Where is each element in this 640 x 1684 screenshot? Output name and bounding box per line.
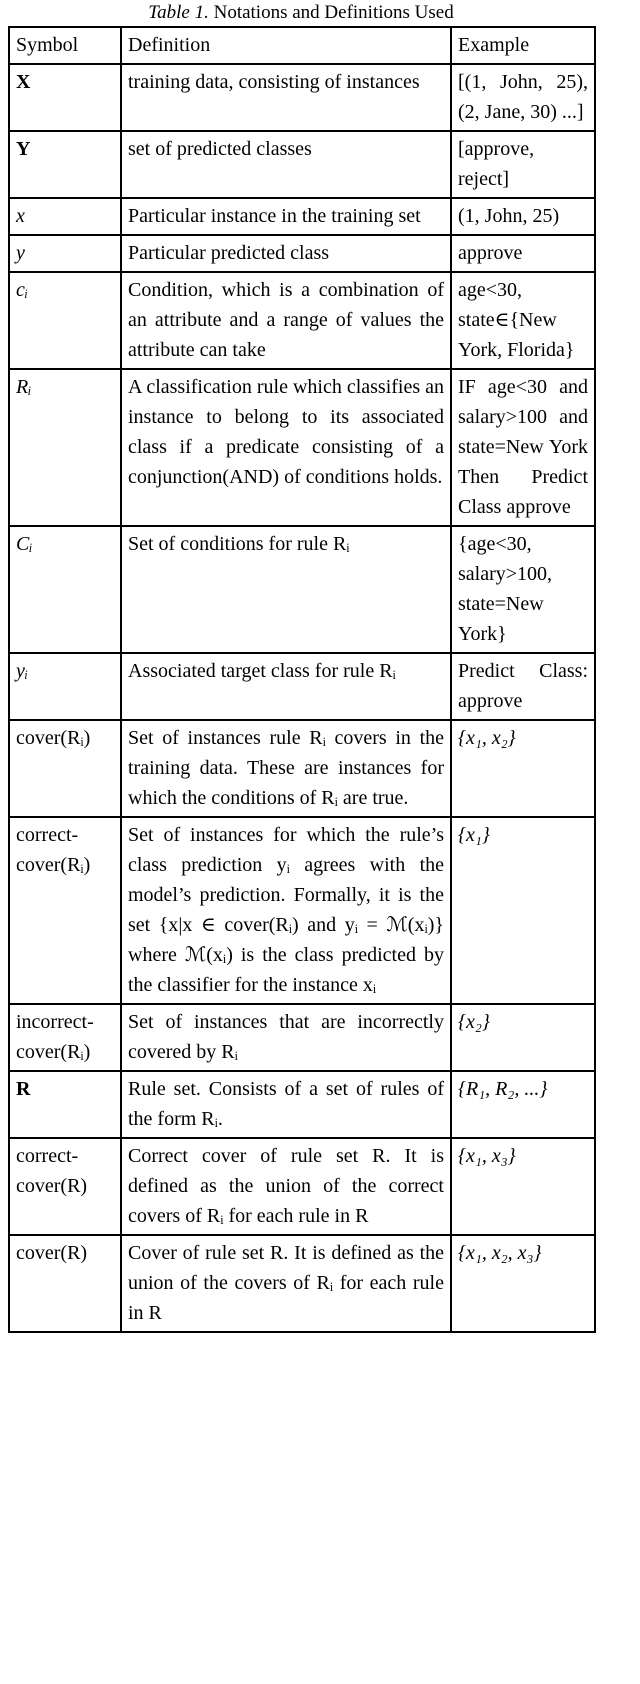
definition-cell: Set of instances rule Rᵢ covers in the training data. These are instances for which the conditions of Rᵢ are true. bbox=[121, 720, 451, 817]
table-caption bbox=[8, 2, 594, 24]
table-row bbox=[9, 1235, 595, 1332]
header-cell-symbol: Symbol bbox=[9, 27, 121, 64]
symbol-cell: y bbox=[9, 235, 121, 272]
symbol-cell: cover(Rᵢ) bbox=[9, 720, 121, 817]
symbol-cell: cover(R) bbox=[9, 1235, 121, 1332]
example-cell: {x₁, x₂, x₃} bbox=[451, 1235, 595, 1332]
symbol-cell: correct-cover(R) bbox=[9, 1138, 121, 1235]
definition-cell: set of predicted classes bbox=[121, 131, 451, 198]
symbol-cell: x bbox=[9, 198, 121, 235]
table-row bbox=[9, 720, 595, 817]
table-row bbox=[9, 198, 595, 235]
example-cell: [(1, John, 25), (2, Jane, 30) ...] bbox=[451, 64, 595, 131]
definition-cell: training data, consisting of instances bbox=[121, 64, 451, 131]
table-caption-label: Table 1. bbox=[148, 2, 209, 23]
definition-cell: A classification rule which classifies an instance to belong to its associated class if a predicate consisting of a conjunction(AND) of conditions holds. bbox=[121, 369, 451, 526]
table-row bbox=[9, 526, 595, 653]
definition-cell: Set of conditions for rule Rᵢ bbox=[121, 526, 451, 653]
definition-cell: Correct cover of rule set R. It is defined as the union of the correct covers of Rᵢ for each rule in R bbox=[121, 1138, 451, 1235]
symbol-cell: Rᵢ bbox=[9, 369, 121, 526]
table-row bbox=[9, 1138, 595, 1235]
symbol-cell: R bbox=[9, 1071, 121, 1138]
definition-cell: Set of instances that are incorrectly covered by Rᵢ bbox=[121, 1004, 451, 1071]
symbol-cell: Cᵢ bbox=[9, 526, 121, 653]
table-row bbox=[9, 131, 595, 198]
definition-cell: Particular instance in the training set bbox=[121, 198, 451, 235]
example-cell: approve bbox=[451, 235, 595, 272]
header-cell-definition: Definition bbox=[121, 27, 451, 64]
table-row bbox=[9, 1071, 595, 1138]
definition-cell: Particular predicted class bbox=[121, 235, 451, 272]
symbol-cell: Y bbox=[9, 131, 121, 198]
table-header-row bbox=[9, 27, 595, 64]
example-cell: {R₁, R₂, ...} bbox=[451, 1071, 595, 1138]
table-row bbox=[9, 272, 595, 369]
definition-cell: Set of instances for which the rule’s class prediction yᵢ agrees with the model’s prediction. Formally, it is the set {x|x ∈ cover(Rᵢ) and yᵢ = ℳ(xᵢ)} where ℳ(xᵢ) is the class predicted by the classifier for the instance xᵢ bbox=[121, 817, 451, 1004]
definition-cell: Condition, which is a combination of an attribute and a range of values the attribute can take bbox=[121, 272, 451, 369]
example-cell: {x₁, x₃} bbox=[451, 1138, 595, 1235]
definition-cell: Cover of rule set R. It is defined as the union of the covers of Rᵢ for each rule in R bbox=[121, 1235, 451, 1332]
symbol-cell: yᵢ bbox=[9, 653, 121, 720]
example-cell: age<30, state∈{New York, Florida} bbox=[451, 272, 595, 369]
example-cell: IF age<30 and salary>100 and state=New York Then Predict Class approve bbox=[451, 369, 595, 526]
symbol-cell: cᵢ bbox=[9, 272, 121, 369]
example-cell: {x₁, x₂} bbox=[451, 720, 595, 817]
definition-cell: Associated target class for rule Rᵢ bbox=[121, 653, 451, 720]
example-cell: {x₂} bbox=[451, 1004, 595, 1071]
example-cell: [approve, reject] bbox=[451, 131, 595, 198]
notations-table bbox=[8, 26, 596, 1333]
example-cell: {x₁} bbox=[451, 817, 595, 1004]
example-cell: (1, John, 25) bbox=[451, 198, 595, 235]
table-row bbox=[9, 817, 595, 1004]
header-cell-example: Example bbox=[451, 27, 595, 64]
symbol-cell: correct-cover(Rᵢ) bbox=[9, 817, 121, 1004]
symbol-cell: X bbox=[9, 64, 121, 131]
symbol-cell: incorrect-cover(Rᵢ) bbox=[9, 1004, 121, 1071]
example-cell: Predict Class: approve bbox=[451, 653, 595, 720]
example-cell: {age<30, salary>100, state=New York} bbox=[451, 526, 595, 653]
definition-cell: Rule set. Consists of a set of rules of the form Rᵢ. bbox=[121, 1071, 451, 1138]
table-row bbox=[9, 64, 595, 131]
table-row bbox=[9, 653, 595, 720]
table-caption-text: Notations and Definitions Used bbox=[213, 2, 454, 23]
table-row bbox=[9, 369, 595, 526]
table-row bbox=[9, 235, 595, 272]
table-row bbox=[9, 1004, 595, 1071]
